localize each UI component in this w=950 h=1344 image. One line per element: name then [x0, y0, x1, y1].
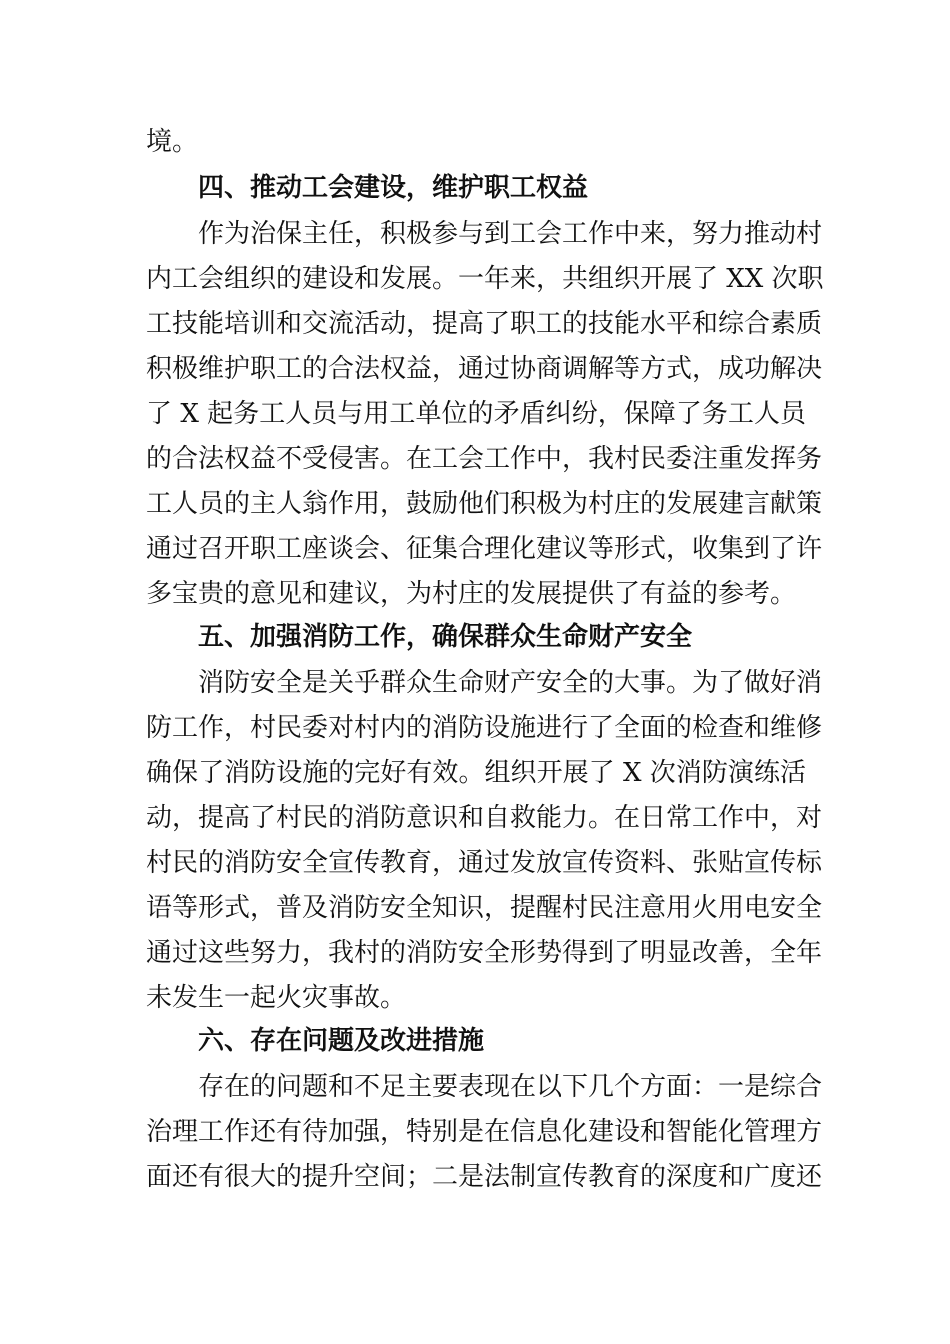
paragraph-line: 作为治保主任，积极参与到工会工作中来，努力推动村	[198, 219, 823, 249]
paragraph-line: 的合法权益不受侵害。在工会工作中，我村民委注重发挥务	[146, 444, 823, 474]
paragraph-line: 未发生一起火灾事故。	[146, 983, 407, 1013]
section-heading-6: 六、存在问题及改进措施	[198, 1026, 485, 1056]
paragraph-line: 通过召开职工座谈会、征集合理化建议等形式，收集到了许	[146, 534, 823, 564]
paragraph-line: 消防安全是关乎群众生命财产安全的大事。为了做好消	[198, 668, 823, 698]
paragraph-line: 确保了消防设施的完好有效。组织开展了 X 次消防演练活	[146, 758, 806, 788]
paragraph-line: 动，提高了村民的消防意识和自救能力。在日常工作中，对	[146, 803, 823, 833]
paragraph-line: 存在的问题和不足主要表现在以下几个方面：一是综合	[198, 1072, 823, 1102]
paragraph-line: 内工会组织的建设和发展。一年来，共组织开展了 XX 次职	[146, 264, 824, 294]
paragraph-line: 了 X 起务工人员与用工单位的矛盾纠纷，保障了务工人员	[146, 399, 806, 429]
paragraph-line: 治理工作还有待加强，特别是在信息化建设和智能化管理方	[146, 1117, 823, 1147]
paragraph-line: 通过这些努力，我村的消防安全形势得到了明显改善，全年	[146, 938, 823, 968]
paragraph-line: 多宝贵的意见和建议，为村庄的发展提供了有益的参考。	[146, 579, 797, 609]
paragraph-line: 工技能培训和交流活动，提高了职工的技能水平和综合素质	[146, 309, 823, 339]
paragraph-line: 积极维护职工的合法权益，通过协商调解等方式，成功解决	[146, 354, 823, 384]
section-heading-5: 五、加强消防工作，确保群众生命财产安全	[198, 622, 693, 652]
paragraph-line: 境。	[146, 127, 199, 157]
paragraph-line: 语等形式，普及消防安全知识，提醒村民注意用火用电安全	[146, 893, 823, 923]
paragraph-line: 工人员的主人翁作用，鼓励他们积极为村庄的发展建言献策	[146, 489, 823, 519]
paragraph-line: 面还有很大的提升空间；二是法制宣传教育的深度和广度还	[146, 1162, 823, 1192]
paragraph-line: 防工作，村民委对村内的消防设施进行了全面的检查和维修	[146, 713, 823, 743]
section-heading-4: 四、推动工会建设，维护职工权益	[198, 173, 589, 203]
paragraph-line: 村民的消防安全宣传教育，通过发放宣传资料、张贴宣传标	[146, 848, 823, 878]
